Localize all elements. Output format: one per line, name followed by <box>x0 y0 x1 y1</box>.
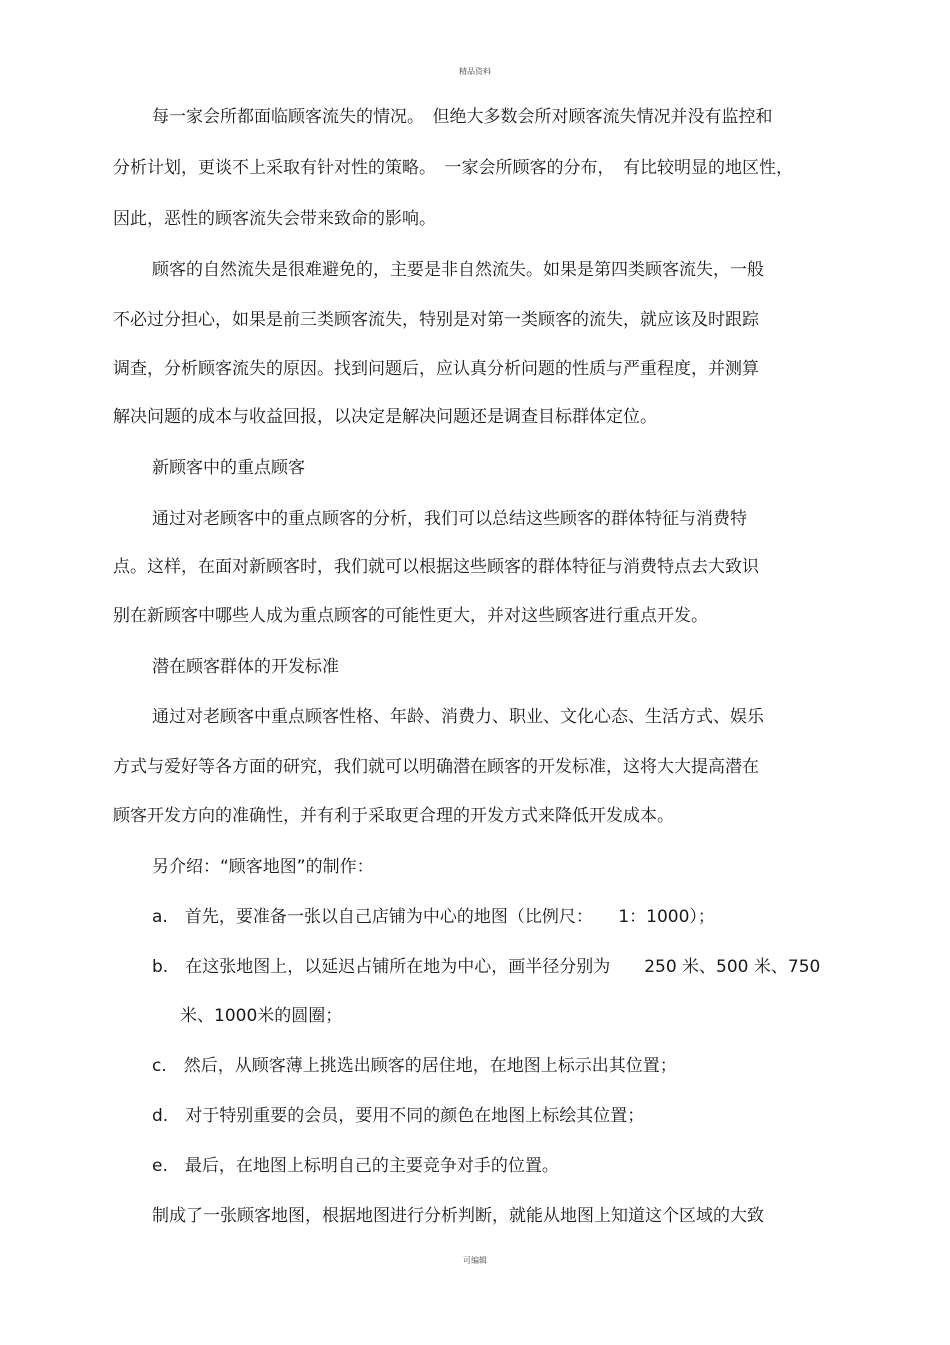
paragraph-line: 通过对老顾客中重点顾客性格、年龄、消费力、职业、文化心态、生活方式、娱乐 <box>152 707 764 727</box>
paragraph-line: 点。这样，在面对新顾客时，我们就可以根据这些顾客的群体特征与消费特点去大致识 <box>113 557 759 577</box>
list-item: e. 最后，在地图上标明自己的主要竞争对手的位置。 <box>152 1156 559 1176</box>
section-heading: 潜在顾客群体的开发标准 <box>152 657 339 677</box>
list-item: d. 对于特别重要的会员，要用不同的颜色在地图上标绘其位置； <box>152 1106 645 1126</box>
section-heading: 新顾客中的重点顾客 <box>152 458 305 478</box>
paragraph-line: 每一家会所都面临顾客流失的情况。 但绝大多数会所对顾客流失情况并没有监控和 <box>152 107 773 127</box>
paragraph-line: 别在新顾客中哪些人成为重点顾客的可能性更大，并对这些顾客进行重点开发。 <box>113 606 708 626</box>
list-item: c. 然后，从顾客薄上挑选出顾客的居住地，在地图上标示出其位置； <box>152 1056 677 1076</box>
paragraph-line: 因此，恶性的顾客流失会带来致命的影响。 <box>113 209 436 229</box>
list-item: a. 首先，要准备一张以自己店铺为中心的地图（比例尺： 1：1000）； <box>152 907 715 927</box>
paragraph-line: 调查，分析顾客流失的原因。找到问题后，应认真分析问题的性质与严重程度，并测算 <box>113 359 759 379</box>
list-item-continuation: 米、1000米的圆圈； <box>180 1006 343 1026</box>
paragraph-line: 制成了一张顾客地图，根据地图进行分析判断，就能从地图上知道这个区域的大致 <box>152 1206 764 1226</box>
paragraph-line: 解决问题的成本与收益回报，以决定是解决问题还是调查目标群体定位。 <box>113 407 657 427</box>
paragraph-line: 另介绍：“顾客地图”的制作： <box>152 857 374 877</box>
paragraph-line: 通过对老顾客中的重点顾客的分析，我们可以总结这些顾客的群体特征与消费特 <box>152 509 747 529</box>
page-header: 精品资料 <box>459 67 491 76</box>
paragraph-line: 顾客开发方向的准确性，并有利于采取更合理的开发方式来降低开发成本。 <box>113 806 674 826</box>
page-footer: 可编辑 <box>463 1256 487 1265</box>
list-item: b. 在这张地图上，以延迟占铺所在地为中心，画半径分别为 250 米、500 米、750 <box>152 957 821 977</box>
paragraph-line: 不必过分担心，如果是前三类顾客流失，特别是对第一类顾客的流失，就应该及时跟踪 <box>113 310 759 330</box>
paragraph-line: 方式与爱好等各方面的研究，我们就可以明确潜在顾客的开发标准，这将大大提高潜在 <box>113 757 759 777</box>
paragraph-line: 分析计划，更谈不上采取有针对性的策略。 一家会所顾客的分布， 有比较明显的地区性， <box>113 158 793 178</box>
paragraph-line: 顾客的自然流失是很难避免的，主要是非自然流失。如果是第四类顾客流失，一般 <box>152 260 764 280</box>
